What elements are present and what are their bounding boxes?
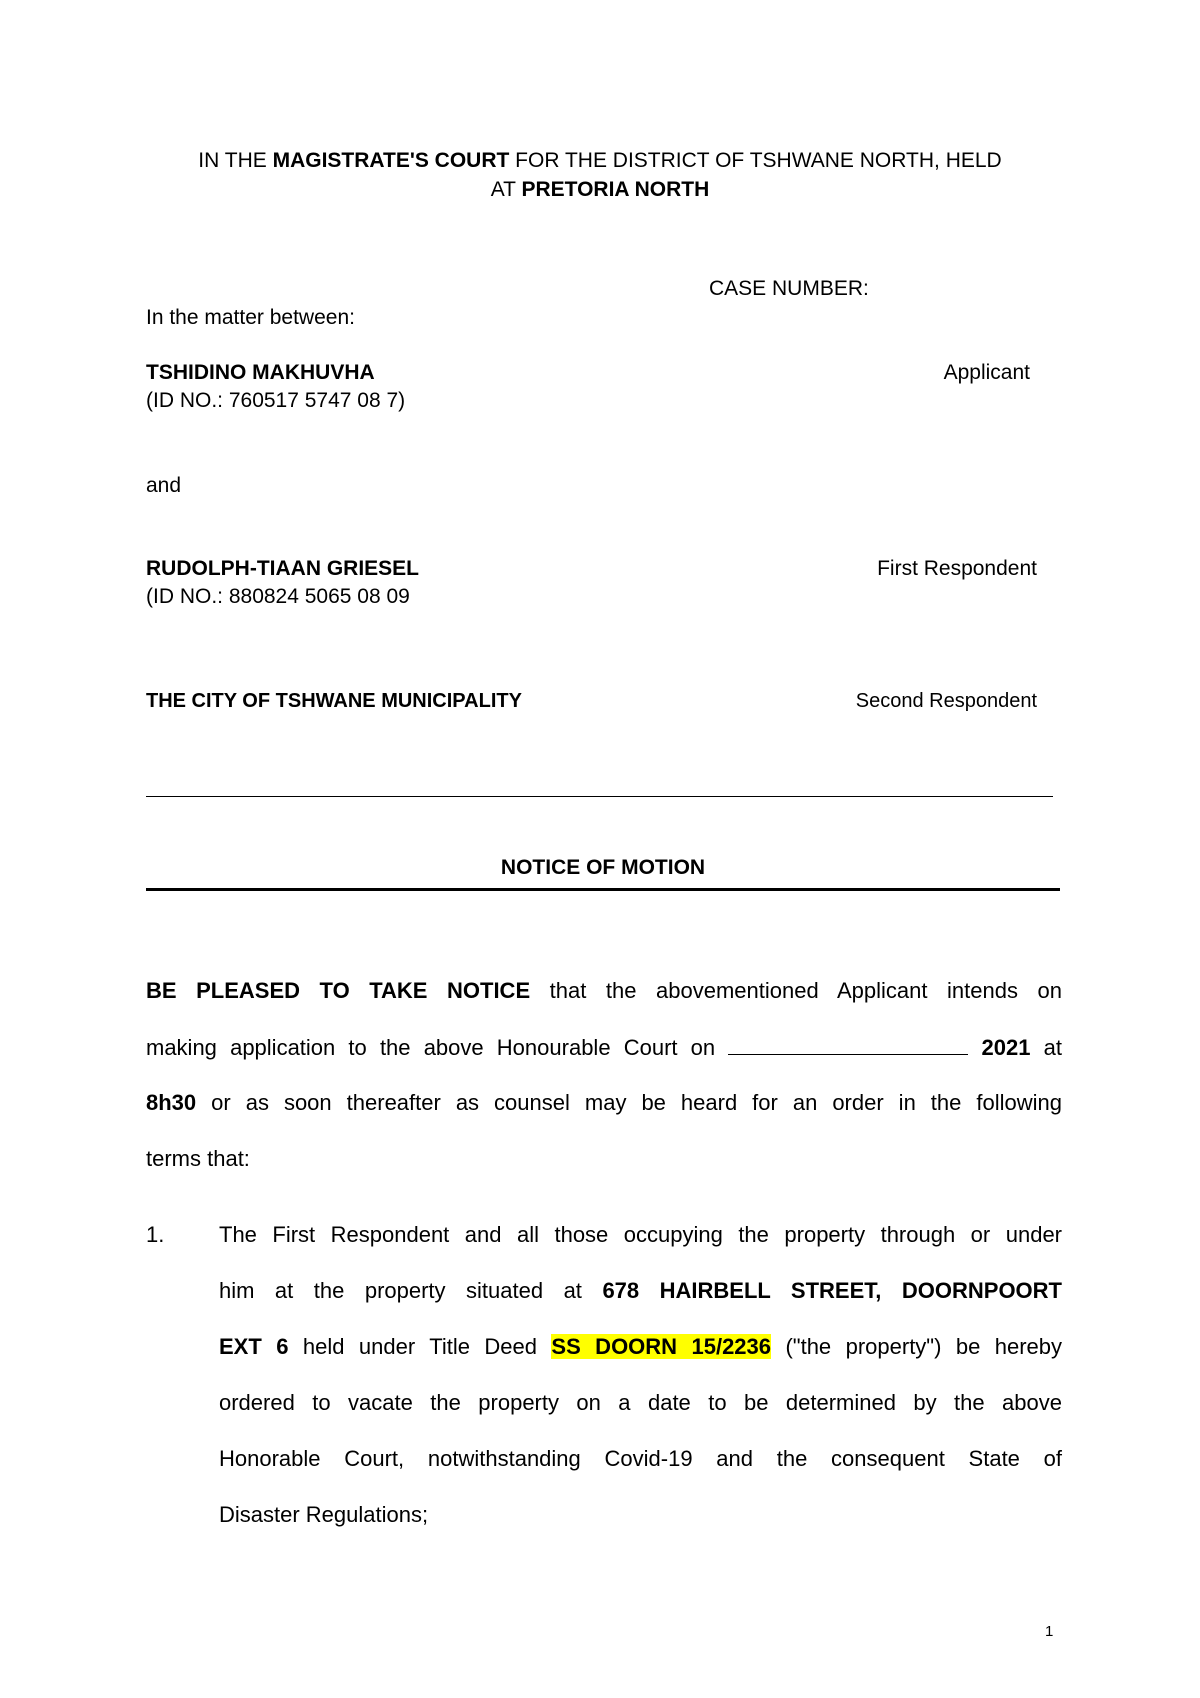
section-divider — [146, 796, 1053, 797]
first-respondent-id: (ID NO.: 880824 5065 08 09 — [146, 585, 410, 608]
case-number-label: CASE NUMBER: — [709, 277, 869, 300]
court-heading-line-1: IN THE MAGISTRATE'S COURT FOR THE DISTRICT OF TSHWANE NORTH, HELD — [198, 149, 1002, 172]
applicant-id: (ID NO.: 760517 5747 08 7) — [146, 389, 406, 412]
applicant-name: TSHIDINO MAKHUVHA — [146, 361, 375, 384]
matter-between-label: In the matter between: — [146, 306, 355, 329]
item-1-line-2: him at the property situated at 678 HAIRBELL STREET, DOORNPOORT — [219, 1278, 1062, 1303]
notice-title-underline — [146, 888, 1060, 891]
page-number: 1 — [1045, 1623, 1054, 1640]
item-1-number: 1. — [146, 1222, 165, 1247]
item-1-line-3: EXT 6 held under Title Deed SS DOORN 15/2236 ("the property") be hereby — [219, 1334, 1063, 1359]
item-1-line-5: Honorable Court, notwithstanding Covid-19 and the consequent State of — [219, 1446, 1062, 1471]
hearing-date-blank — [728, 1034, 968, 1055]
intro-line-3: 8h30 or as soon thereafter as counsel may be heard for an order in the following — [146, 1090, 1062, 1115]
applicant-role: Applicant — [943, 361, 1030, 384]
intro-line-1: BE PLEASED TO TAKE NOTICE that the abovementioned Applicant intends on — [146, 978, 1062, 1003]
second-respondent-name: THE CITY OF TSHWANE MUNICIPALITY — [146, 690, 522, 712]
and-connector: and — [146, 474, 182, 497]
item-1-line-6: Disaster Regulations; — [219, 1502, 429, 1527]
item-1-line-1: The First Respondent and all those occupying the property through or under — [219, 1222, 1062, 1247]
item-1-line-4: ordered to vacate the property on a date to be determined by the above — [219, 1390, 1062, 1415]
court-heading-line-2: AT PRETORIA NORTH — [490, 178, 710, 201]
second-respondent-role: Second Respondent — [855, 690, 1037, 712]
intro-line-2: making application to the above Honourable Court on 2021 at — [146, 1035, 1062, 1060]
intro-line-4: terms that: — [146, 1146, 250, 1171]
title-deed-highlight: SS DOORN 15/2236 — [551, 1334, 772, 1359]
notice-title: NOTICE OF MOTION — [500, 856, 706, 879]
first-respondent-role: First Respondent — [877, 557, 1037, 580]
first-respondent-name: RUDOLPH-TIAAN GRIESEL — [146, 557, 419, 580]
